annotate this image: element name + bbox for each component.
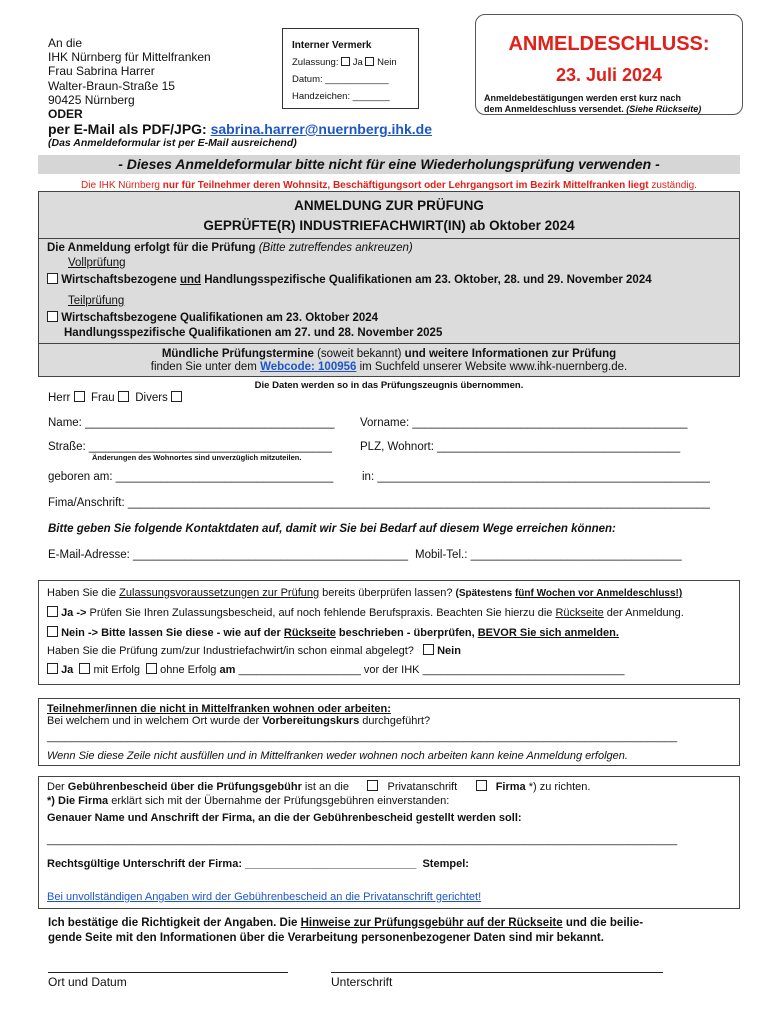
- data-note: Die Daten werden so in das Prüfungszeugnis übernommen.: [254, 380, 524, 391]
- vollpruefung-checkbox[interactable]: [47, 273, 58, 284]
- confirm-link: Hinweise zur Prüfungsgebühr auf der Rückseite: [300, 917, 563, 929]
- confirmation-text: [48, 916, 643, 946]
- zul-q-c: (Spätestens: [455, 588, 515, 599]
- zul-ja-c: der Anmeldung.: [603, 607, 684, 619]
- address-line: Frau Sabrina Harrer: [48, 64, 155, 79]
- zul-q-d: fünf Wochen vor Anmeldeschluss!): [514, 588, 683, 599]
- salutation-row: [48, 391, 182, 405]
- fee-firma-note: [47, 794, 449, 808]
- herr-label: Herr: [48, 392, 71, 404]
- region-note-a: Die IHK Nürnberg: [81, 180, 163, 191]
- email-submission-line: [48, 121, 432, 137]
- zul-nein-link: Rückseite: [283, 627, 336, 639]
- email-link[interactable]: sabrina.harrer@nuernberg.ihk.de: [210, 121, 432, 137]
- address-line: Walter-Braun-Straße 15: [48, 78, 175, 93]
- webcode-link[interactable]: Webcode: 100956: [260, 361, 357, 373]
- nein-label: Nein: [377, 57, 397, 68]
- exam-title: [39, 192, 739, 236]
- confirm-c: gende Seite mit den Informationen über die Verarbeitung personenbezogener Daten sind mir bekannt.: [48, 932, 604, 944]
- fee-recipient-row: [47, 780, 590, 794]
- deadline-note-line: Anmeldebestätigungen werden erst kurz nach: [484, 93, 682, 103]
- zulassung-ja-checkbox[interactable]: [47, 606, 58, 617]
- exam-title-line2: GEPRÜFTE(R) INDUSTRIEFACHWIRT(IN) ab Oktober 2024: [203, 218, 575, 233]
- frau-label: Frau: [90, 392, 115, 404]
- address-line: 90425 Nürnberg: [48, 92, 135, 107]
- nonmf-q-c: durchgeführt?: [359, 715, 431, 727]
- nonmf-q-a: Bei welchem und in welchem Ort wurde der: [47, 715, 263, 727]
- internal-note-box: [282, 28, 419, 109]
- exam-choice-heading: [47, 241, 413, 255]
- ohne-erfolg-label: ohne Erfolg: [160, 664, 217, 676]
- previous-ja-checkbox[interactable]: [47, 663, 58, 674]
- fee-warning: Bei unvollständigen Angaben wird der Gebührenbescheid an die Privatanschrift gerichtet!: [47, 891, 482, 903]
- zul-q-a: Haben Sie die: [47, 587, 120, 599]
- confirm-a: Ich bestätige die Richtigkeit der Angaben. Die: [48, 917, 301, 929]
- oral-b: (soweit bekannt): [313, 348, 405, 360]
- nonmf-answer-field[interactable]: _______________________________________________________________________________________________________: [47, 731, 678, 743]
- mobile-field[interactable]: Mobil-Tel.: _________________________________: [415, 549, 682, 561]
- teilpruefung-option[interactable]: [47, 311, 378, 325]
- zul-q-link: Zulassungsvoraussetzungen zur Prüfung: [119, 587, 320, 599]
- non-mittelfranken-box: [38, 698, 740, 766]
- ort-datum-line[interactable]: [48, 972, 288, 973]
- address-line: An die: [48, 36, 83, 50]
- frau-checkbox[interactable]: [118, 391, 129, 402]
- divider: [39, 238, 739, 239]
- prev-ja-label: Ja: [61, 664, 74, 676]
- zulassung-box: [38, 580, 740, 685]
- exam-choice-note: (Bitte zutreffendes ankreuzen): [258, 242, 413, 254]
- internal-note-title: Interner Vermerk: [292, 40, 372, 51]
- exam-registration-block: [38, 191, 740, 377]
- vor-der-ihk-label: vor der IHK: [363, 664, 420, 676]
- stempel-label: Stempel:: [422, 858, 469, 870]
- voll-text-und: und: [179, 274, 202, 286]
- internal-zulassung-row: [292, 54, 409, 71]
- fee-signature-field[interactable]: Rechtsgültige Unterschrift der Firma: ____________________________: [47, 858, 417, 870]
- zul-q-b: bereits überprüfen lassen?: [319, 587, 456, 599]
- internal-handzeichen: Handzeichen: _______: [292, 91, 390, 102]
- vollpruefung-label: Vollprüfung: [68, 257, 126, 269]
- teilpruefung-label: Teilprüfung: [68, 295, 125, 307]
- privatanschrift-label: Privatanschrift: [387, 781, 458, 793]
- teilpruefung-checkbox[interactable]: [47, 311, 58, 322]
- zul-ja-link: Rückseite: [555, 607, 604, 619]
- fee-c: ist an die: [301, 781, 349, 793]
- nonmf-title: Teilnehmer/innen die nicht in Mittelfranken wohnen oder arbeiten:: [47, 703, 391, 715]
- zulassung-nein-checkbox[interactable]: [47, 626, 58, 637]
- webcode-info: [39, 360, 739, 374]
- divers-checkbox[interactable]: [171, 391, 182, 402]
- confirm-b: und die beilie-: [562, 917, 644, 929]
- prev-nein-label: Nein: [437, 645, 461, 657]
- zul-nein-c: BEVOR Sie sich anmelden.: [477, 627, 619, 639]
- email-field[interactable]: E-Mail-Adresse: ___________________________________________: [48, 549, 409, 561]
- recipient-address: [48, 36, 211, 121]
- previous-exam-question: [47, 644, 461, 658]
- region-note-b: nur für Teilnehmer deren Wohnsitz, Beschäftigungsort oder Lehrgangsort im Bezirk Mittelfranken liegt: [162, 180, 649, 191]
- fee-a: Der: [47, 781, 68, 793]
- web-b: im Suchfeld unserer Website www.ihk-nuernberg.de.: [356, 361, 628, 373]
- herr-checkbox[interactable]: [74, 391, 85, 402]
- zulassung-label: Zulassung:: [292, 57, 339, 68]
- fee-firma-name-label: Genauer Name und Anschrift der Firma, an die der Gebührenbescheid gestellt werden soll:: [47, 812, 522, 824]
- contact-instruction: Bitte geben Sie folgende Kontaktdaten auf, damit wir Sie bei Bedarf auf diesem Wege erreichen können:: [48, 523, 616, 535]
- internal-nein-checkbox[interactable]: [365, 57, 374, 66]
- firma-field[interactable]: Fima/Anschrift: ___________________________________________________________________________________________: [48, 497, 710, 509]
- deadline-date: 23. Juli 2024: [555, 65, 663, 85]
- vorname-field[interactable]: Vorname: ___________________________________________: [360, 417, 688, 429]
- oral-c: und weitere Informationen zur Prüfung: [404, 348, 617, 360]
- previous-exam-details: [47, 663, 624, 677]
- divers-label: Divers: [135, 392, 168, 404]
- zulassung-question: [47, 586, 682, 601]
- previous-nein-checkbox[interactable]: [423, 644, 434, 655]
- prev-q: Haben Sie die Prüfung zum/zur Industriefachwirt/in schon einmal abgelegt?: [47, 645, 414, 657]
- fee-note-a: *) Die Firma: [47, 795, 109, 807]
- zul-ja-a: Ja ->: [61, 607, 90, 619]
- exam-choice-label: Die Anmeldung erfolgt für die Prüfung: [47, 242, 259, 254]
- plz-wohnort-field[interactable]: PLZ, Wohnort: ______________________________________: [360, 441, 681, 453]
- zul-ja-b: Prüfen Sie Ihren Zulassungsbescheid, auf noch fehlende Berufspraxis. Beachten Sie hierzu die: [89, 607, 556, 619]
- am-field[interactable]: ____________________: [238, 664, 361, 676]
- oral-exam-info: [39, 347, 739, 361]
- teil-line1: Wirtschaftsbezogene Qualifikationen am 23. Oktober 2024: [61, 312, 379, 324]
- oral-a: Mündliche Prüfungstermine: [161, 348, 314, 360]
- fee-note-b: erklärt sich mit der Übernahme der Prüfungsgebühren einverstanden:: [108, 795, 450, 807]
- internal-ja-checkbox[interactable]: [341, 57, 350, 66]
- geboren-field[interactable]: geboren am: __________________________________: [48, 471, 334, 483]
- voll-text-b: Handlungsspezifische Qualifikationen am 23. Oktober, 28. und 29. November 2024: [201, 274, 652, 286]
- ihk-field[interactable]: _________________________________: [422, 664, 625, 676]
- web-a: finden Sie unter dem: [150, 361, 261, 373]
- email-prefix: per E-Mail als PDF/JPG:: [48, 121, 211, 137]
- address-line: IHK Nürnberg für Mittelfranken: [48, 50, 211, 65]
- zul-nein-b: beschrieben - überprüfen,: [335, 627, 478, 639]
- mit-erfolg-label: mit Erfolg: [93, 664, 140, 676]
- region-note-c: zuständig.: [648, 180, 697, 191]
- fees-box: [38, 776, 740, 909]
- fee-b: Gebührenbescheid über die Prüfungsgebühr: [67, 781, 302, 793]
- privatanschrift-checkbox[interactable]: [367, 780, 378, 791]
- deadline-note-ref: (Siehe Rückseite): [626, 103, 702, 114]
- deadline-note-line: dem Anmeldeschluss versendet.: [484, 103, 624, 114]
- zulassung-nein-option[interactable]: [47, 626, 619, 640]
- unterschrift-line[interactable]: [331, 972, 663, 973]
- zulassung-ja-option[interactable]: [47, 606, 684, 620]
- exam-title-line1: ANMELDUNG ZUR PRÜFUNG: [294, 198, 484, 213]
- firma-checkbox[interactable]: [476, 780, 487, 791]
- deadline-title: ANMELDESCHLUSS:: [508, 33, 710, 55]
- mit-erfolg-checkbox[interactable]: [79, 663, 90, 674]
- divider: [39, 343, 739, 344]
- ohne-erfolg-checkbox[interactable]: [146, 663, 157, 674]
- firma-label: Firma: [495, 781, 526, 793]
- firma-label-b: *) zu richten.: [525, 781, 591, 793]
- ort-datum-label: Ort und Datum: [48, 975, 127, 989]
- zul-nein-a: Nein -> Bitte lassen Sie diese - wie auf der: [61, 627, 284, 639]
- internal-datum: Datum: ____________: [292, 74, 389, 85]
- name-field[interactable]: Name: _______________________________________: [48, 417, 335, 429]
- teil-line2: Handlungsspezifische Qualifikationen am 27. und 28. November 2025: [64, 327, 443, 339]
- ja-label: Ja: [352, 57, 363, 68]
- vollpruefung-option[interactable]: [47, 273, 652, 287]
- strasse-note: Änderungen des Wohnortes sind unverzüglich mitzuteilen.: [92, 453, 302, 462]
- am-label: am: [219, 664, 236, 676]
- fee-firma-name-field[interactable]: _______________________________________________________________________________________________________: [47, 834, 678, 846]
- nonmf-q-b: Vorbereitungskurs: [262, 715, 360, 727]
- repeat-exam-warning: - Dieses Anmeldeformular bitte nicht für eine Wiederholungsprüfung verwenden -: [38, 155, 740, 174]
- region-note: [38, 180, 740, 191]
- nonmf-question: [47, 714, 430, 728]
- deadline-box: [475, 14, 743, 115]
- email-note: (Das Anmeldeformular ist per E-Mail ausreichend): [48, 137, 297, 149]
- geburtsort-field[interactable]: in: ____________________________________________________: [362, 471, 710, 483]
- strasse-field[interactable]: Straße: ______________________________________: [48, 441, 332, 453]
- unterschrift-label: Unterschrift: [331, 975, 393, 989]
- voll-text-a: Wirtschaftsbezogene: [61, 274, 180, 286]
- deadline-note: [476, 93, 742, 114]
- oder-label: ODER: [48, 107, 83, 122]
- fee-signature-row: [47, 857, 469, 871]
- nonmf-note: Wenn Sie diese Zeile nicht ausfüllen und in Mittelfranken weder wohnen noch arbeiten kann keine Anmeldung erfolgen.: [47, 750, 628, 762]
